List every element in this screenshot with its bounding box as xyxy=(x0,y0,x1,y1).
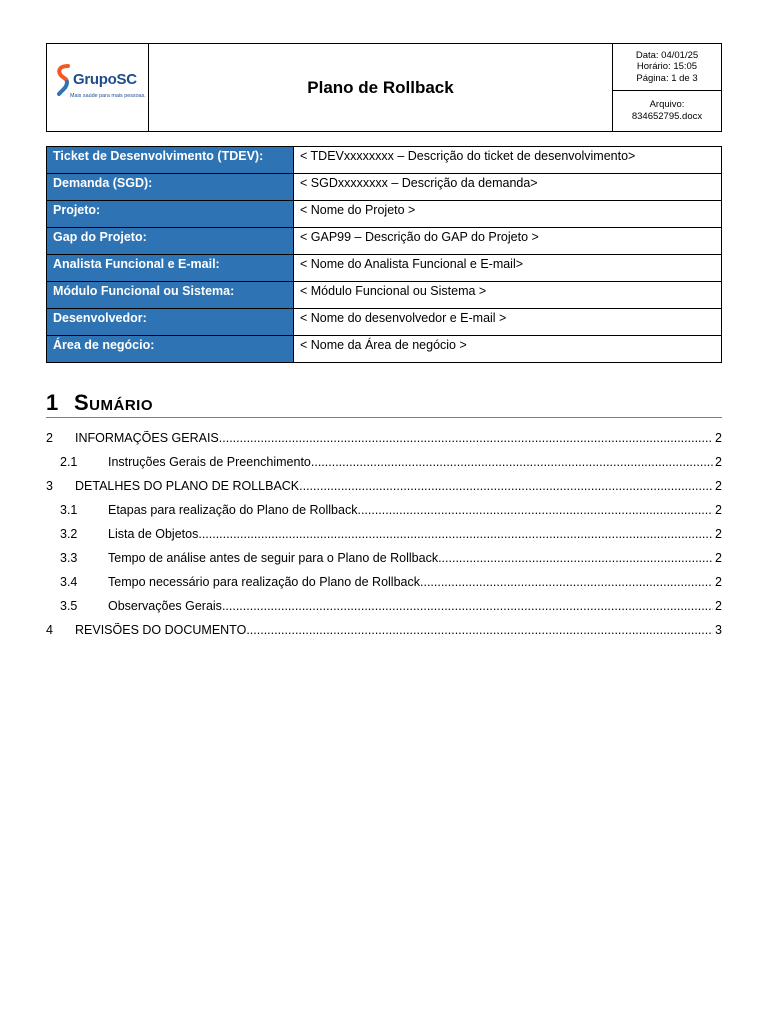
logo-cell xyxy=(47,44,149,131)
file-name: 834652795.docx xyxy=(631,111,703,122)
toc-entry[interactable] xyxy=(46,522,722,546)
toc-text-line xyxy=(75,431,713,445)
toc-page-number: 2 xyxy=(715,431,722,445)
info-label: Demanda (SGD): xyxy=(47,174,294,201)
toc-text-line xyxy=(108,599,713,613)
toc-label: Instruções Gerais de Preenchimento xyxy=(108,455,311,469)
toc-entry[interactable] xyxy=(46,618,722,642)
info-label: Gap do Projeto: xyxy=(47,228,294,255)
toc-page-number: 3 xyxy=(715,623,722,637)
info-row xyxy=(47,201,722,228)
logo-name: GrupoSC xyxy=(73,71,137,88)
toc-label: Tempo necessário para realização do Plano de Rollback xyxy=(108,575,420,589)
toc-label: Lista de Objetos xyxy=(108,527,199,541)
toc-number: 3.5 xyxy=(60,599,78,613)
doc-time: Horário: 15:05 xyxy=(636,61,698,73)
info-value[interactable]: < Nome do Analista Funcional e E-mail> xyxy=(294,255,722,282)
info-label: Projeto: xyxy=(47,201,294,228)
info-label: Módulo Funcional ou Sistema: xyxy=(47,282,294,309)
info-row xyxy=(47,174,722,201)
info-value[interactable]: < Módulo Funcional ou Sistema > xyxy=(294,282,722,309)
toc-number: 3.4 xyxy=(60,575,78,589)
toc-text-line xyxy=(108,455,713,469)
toc-leader-dots xyxy=(246,623,713,637)
toc-page-number: 2 xyxy=(715,479,722,493)
doc-date: Data: 04/01/25 xyxy=(635,49,699,61)
toc-entry[interactable] xyxy=(46,546,722,570)
toc-entry[interactable] xyxy=(46,450,722,474)
doc-page: Página: 1 de 3 xyxy=(636,72,698,84)
summary-title: Sumário xyxy=(74,390,154,415)
toc-number: 3.2 xyxy=(60,527,78,541)
toc-page-number: 2 xyxy=(715,599,722,613)
toc-entry[interactable] xyxy=(46,474,722,498)
project-info-table xyxy=(46,146,722,363)
toc-number: 4 xyxy=(46,623,53,637)
toc-page-number: 2 xyxy=(715,527,722,541)
toc-leader-dots xyxy=(438,551,713,565)
toc-number: 3.3 xyxy=(60,551,78,565)
document-title: Plano de Rollback xyxy=(149,44,613,131)
info-value[interactable]: < Nome do desenvolvedor e E-mail > xyxy=(294,309,722,336)
info-row xyxy=(47,309,722,336)
toc-leader-dots xyxy=(222,599,713,613)
toc-entry[interactable] xyxy=(46,594,722,618)
toc-text-line xyxy=(108,551,713,565)
toc-text-line xyxy=(108,575,713,589)
info-row xyxy=(47,255,722,282)
toc-label: Etapas para realização do Plano de Rollback xyxy=(108,503,358,517)
info-row xyxy=(47,147,722,174)
info-label: Desenvolvedor: xyxy=(47,309,294,336)
toc-page-number: 2 xyxy=(715,503,722,517)
document-header xyxy=(46,43,722,132)
info-value[interactable]: < TDEVxxxxxxxx – Descrição do ticket de desenvolvimento> xyxy=(294,147,722,174)
info-row xyxy=(47,336,722,363)
info-value[interactable]: < GAP99 – Descrição do GAP do Projeto > xyxy=(294,228,722,255)
toc-leader-dots xyxy=(420,575,713,589)
toc-leader-dots xyxy=(357,503,713,517)
toc-number: 2 xyxy=(46,431,53,445)
toc-page-number: 2 xyxy=(715,551,722,565)
table-of-contents xyxy=(46,426,722,642)
toc-label: Observações Gerais xyxy=(108,599,222,613)
toc-text-line xyxy=(108,503,713,517)
toc-leader-dots xyxy=(311,455,713,469)
info-value[interactable]: < SGDxxxxxxxx – Descrição da demanda> xyxy=(294,174,722,201)
toc-entry[interactable] xyxy=(46,498,722,522)
toc-entry[interactable] xyxy=(46,570,722,594)
info-value[interactable]: < Nome da Área de negócio > xyxy=(294,336,722,363)
toc-label: Tempo de análise antes de seguir para o Plano de Rollback xyxy=(108,551,439,565)
info-row xyxy=(47,228,722,255)
toc-number: 3.1 xyxy=(60,503,78,517)
logo-tagline: Mais saúde para mais pessoas. xyxy=(70,93,146,99)
toc-text-line xyxy=(75,623,713,637)
toc-entry[interactable] xyxy=(46,426,722,450)
toc-text-line xyxy=(108,527,713,541)
toc-leader-dots xyxy=(198,527,713,541)
toc-leader-dots xyxy=(299,479,713,493)
summary-number: 1 xyxy=(46,390,59,415)
info-label: Ticket de Desenvolvimento (TDEV): xyxy=(47,147,294,174)
file-info xyxy=(613,91,721,131)
toc-number: 2.1 xyxy=(60,455,78,469)
toc-text-line xyxy=(75,479,713,493)
toc-number: 3 xyxy=(46,479,53,493)
document-meta xyxy=(613,44,721,131)
info-label: Analista Funcional e E-mail: xyxy=(47,255,294,282)
info-label: Área de negócio: xyxy=(47,336,294,363)
toc-label: INFORMAÇÕES GERAIS xyxy=(75,431,219,445)
toc-label: REVISÕES DO DOCUMENTO xyxy=(75,623,247,637)
info-row xyxy=(47,282,722,309)
info-value[interactable]: < Nome do Projeto > xyxy=(294,201,722,228)
toc-page-number: 2 xyxy=(715,455,722,469)
file-label: Arquivo: xyxy=(649,99,685,110)
toc-leader-dots xyxy=(219,431,713,445)
toc-label: DETALHES DO PLANO DE ROLLBACK xyxy=(75,479,300,493)
summary-heading xyxy=(46,388,722,418)
date-time-page xyxy=(613,44,721,91)
toc-page-number: 2 xyxy=(715,575,722,589)
